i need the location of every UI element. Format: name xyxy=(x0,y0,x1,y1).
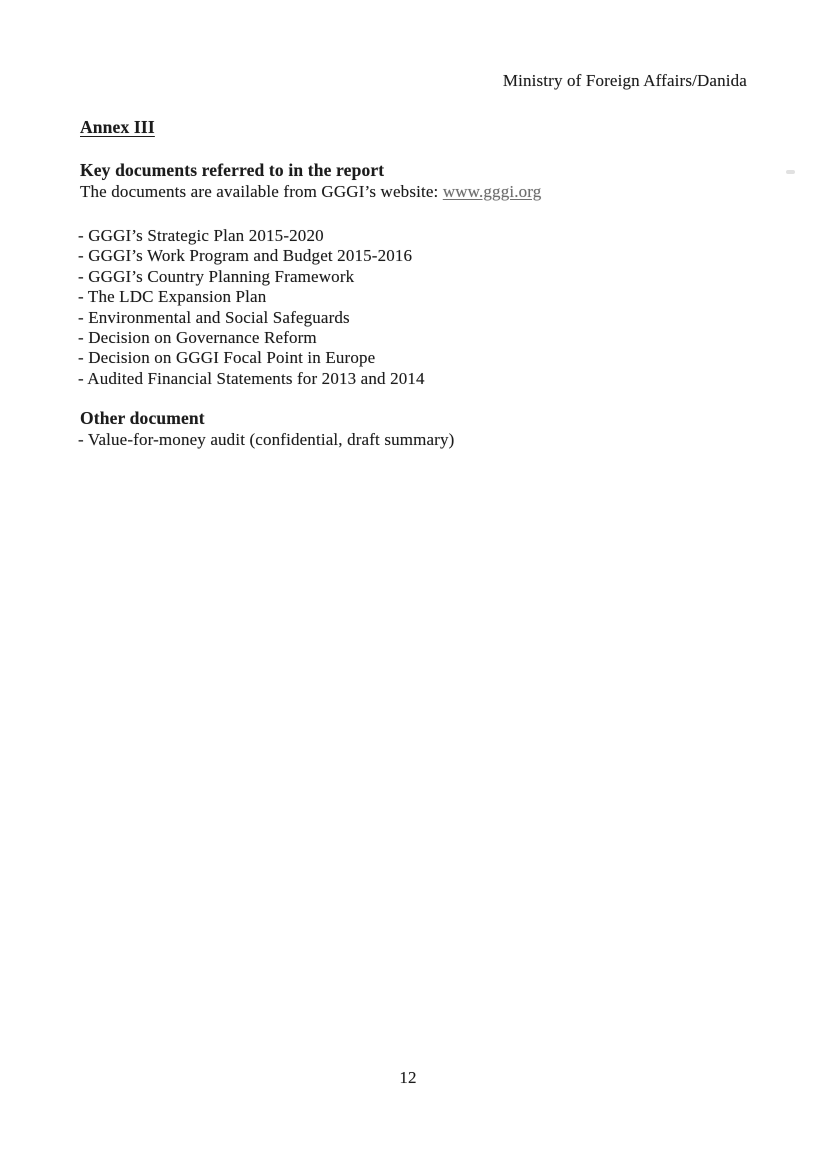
list-item: - GGGI’s Strategic Plan 2015-2020 xyxy=(78,226,324,245)
scan-noise-artifact xyxy=(786,170,795,174)
list-item: - Decision on GGGI Focal Point in Europe xyxy=(78,348,376,368)
list-item: - The LDC Expansion Plan xyxy=(78,287,267,307)
list-item: - Environmental and Social Safeguards xyxy=(78,307,350,327)
annex-heading: Annex III xyxy=(80,117,155,137)
other-document-list xyxy=(78,430,454,450)
page-number: 12 xyxy=(399,1068,417,1087)
gggi-website-link[interactable]: www.gggi.org xyxy=(442,182,542,201)
list-item: - GGGI’s Work Program and Budget 2015-2016 xyxy=(78,246,413,266)
key-documents-heading: Key documents referred to in the report xyxy=(80,160,385,180)
list-item: - GGGI’s Country Planning Framework xyxy=(78,266,355,286)
page-header: Ministry of Foreign Affairs/Danida xyxy=(502,71,747,90)
other-document-heading: Other document xyxy=(80,408,205,428)
intro-text: The documents are available from GGGI’s website: xyxy=(80,182,443,201)
intro-line xyxy=(80,182,541,202)
list-item: - Decision on Governance Reform xyxy=(78,327,317,347)
list-item: - Value-for-money audit (confidential, draft summary) xyxy=(78,430,455,449)
list-item: - Audited Financial Statements for 2013 and 2014 xyxy=(78,368,425,388)
key-documents-list xyxy=(78,226,425,389)
